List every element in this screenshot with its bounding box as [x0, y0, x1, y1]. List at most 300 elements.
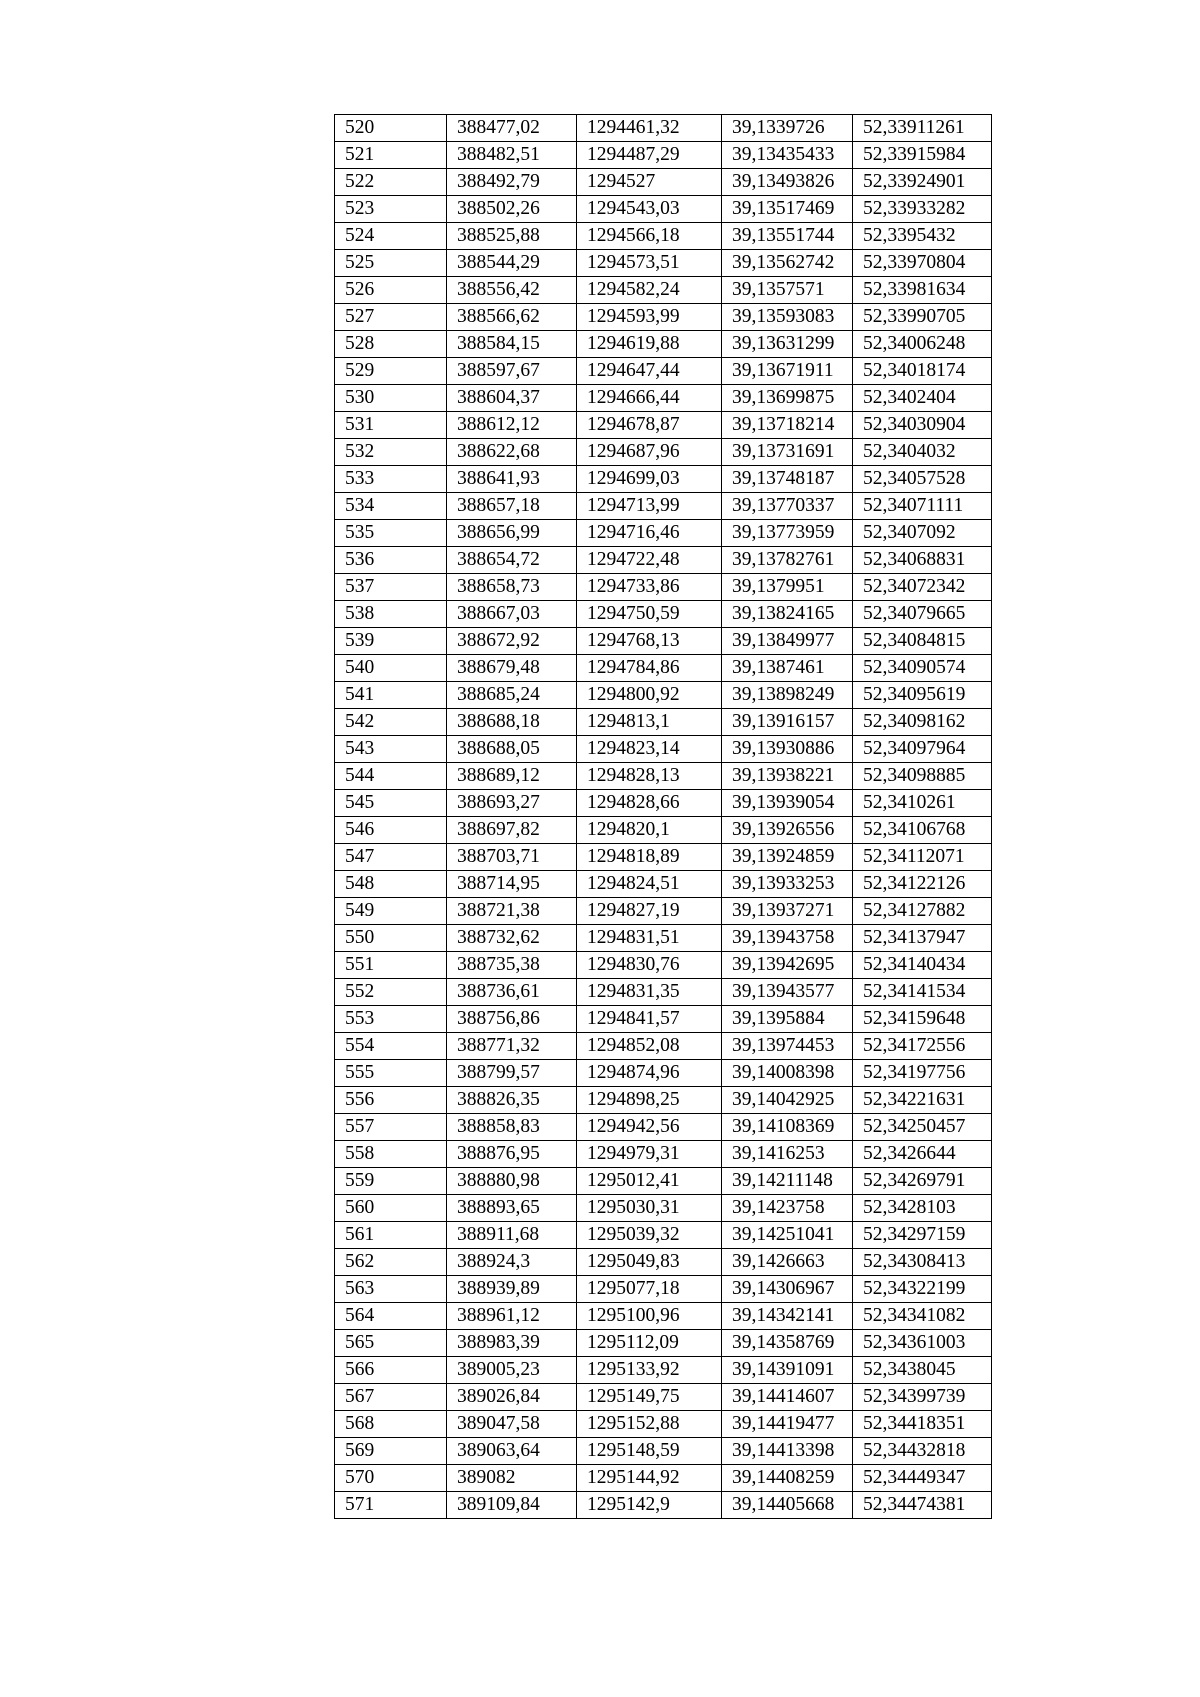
- longitude-cell: 39,13493826: [722, 169, 853, 196]
- table-row: [335, 1114, 992, 1141]
- table-row: [335, 223, 992, 250]
- longitude-cell: 39,13562742: [722, 250, 853, 277]
- y-coordinate-cell: 1294487,29: [577, 142, 722, 169]
- table-row: [335, 736, 992, 763]
- table-row: [335, 1222, 992, 1249]
- latitude-cell: 52,34341082: [853, 1303, 992, 1330]
- latitude-cell: 52,33911261: [853, 115, 992, 142]
- table-row: [335, 1438, 992, 1465]
- point-number-cell: 543: [335, 736, 447, 763]
- point-number-cell: 544: [335, 763, 447, 790]
- longitude-cell: 39,14342141: [722, 1303, 853, 1330]
- point-number-cell: 564: [335, 1303, 447, 1330]
- longitude-cell: 39,13939054: [722, 790, 853, 817]
- y-coordinate-cell: 1295049,83: [577, 1249, 722, 1276]
- point-number-cell: 521: [335, 142, 447, 169]
- x-coordinate-cell: 388714,95: [447, 871, 577, 898]
- latitude-cell: 52,34432818: [853, 1438, 992, 1465]
- y-coordinate-cell: 1294828,13: [577, 763, 722, 790]
- y-coordinate-cell: 1294678,87: [577, 412, 722, 439]
- latitude-cell: 52,3426644: [853, 1141, 992, 1168]
- longitude-cell: 39,1423758: [722, 1195, 853, 1222]
- y-coordinate-cell: 1294852,08: [577, 1033, 722, 1060]
- y-coordinate-cell: 1294687,96: [577, 439, 722, 466]
- y-coordinate-cell: 1294699,03: [577, 466, 722, 493]
- table-row: [335, 250, 992, 277]
- point-number-cell: 552: [335, 979, 447, 1006]
- x-coordinate-cell: 388566,62: [447, 304, 577, 331]
- point-number-cell: 560: [335, 1195, 447, 1222]
- longitude-cell: 39,13699875: [722, 385, 853, 412]
- table-row: [335, 142, 992, 169]
- point-number-cell: 558: [335, 1141, 447, 1168]
- point-number-cell: 570: [335, 1465, 447, 1492]
- y-coordinate-cell: 1294874,96: [577, 1060, 722, 1087]
- longitude-cell: 39,1395884: [722, 1006, 853, 1033]
- longitude-cell: 39,14414607: [722, 1384, 853, 1411]
- longitude-cell: 39,1379951: [722, 574, 853, 601]
- longitude-cell: 39,13943577: [722, 979, 853, 1006]
- x-coordinate-cell: 388657,18: [447, 493, 577, 520]
- x-coordinate-cell: 388502,26: [447, 196, 577, 223]
- longitude-cell: 39,1426663: [722, 1249, 853, 1276]
- latitude-cell: 52,34159648: [853, 1006, 992, 1033]
- table-row: [335, 547, 992, 574]
- latitude-cell: 52,3438045: [853, 1357, 992, 1384]
- longitude-cell: 39,13938221: [722, 763, 853, 790]
- longitude-cell: 39,13782761: [722, 547, 853, 574]
- point-number-cell: 556: [335, 1087, 447, 1114]
- latitude-cell: 52,34018174: [853, 358, 992, 385]
- x-coordinate-cell: 388876,95: [447, 1141, 577, 1168]
- longitude-cell: 39,13849977: [722, 628, 853, 655]
- latitude-cell: 52,34399739: [853, 1384, 992, 1411]
- y-coordinate-cell: 1295133,92: [577, 1357, 722, 1384]
- point-number-cell: 531: [335, 412, 447, 439]
- latitude-cell: 52,34084815: [853, 628, 992, 655]
- table-row: [335, 844, 992, 871]
- y-coordinate-cell: 1294713,99: [577, 493, 722, 520]
- y-coordinate-cell: 1294750,59: [577, 601, 722, 628]
- y-coordinate-cell: 1295149,75: [577, 1384, 722, 1411]
- y-coordinate-cell: 1294666,44: [577, 385, 722, 412]
- point-number-cell: 526: [335, 277, 447, 304]
- x-coordinate-cell: 388697,82: [447, 817, 577, 844]
- y-coordinate-cell: 1294979,31: [577, 1141, 722, 1168]
- longitude-cell: 39,14008398: [722, 1060, 853, 1087]
- latitude-cell: 52,34098162: [853, 709, 992, 736]
- longitude-cell: 39,13773959: [722, 520, 853, 547]
- latitude-cell: 52,34079665: [853, 601, 992, 628]
- table-row: [335, 1006, 992, 1033]
- latitude-cell: 52,33915984: [853, 142, 992, 169]
- longitude-cell: 39,13748187: [722, 466, 853, 493]
- latitude-cell: 52,34140434: [853, 952, 992, 979]
- x-coordinate-cell: 389082: [447, 1465, 577, 1492]
- point-number-cell: 520: [335, 115, 447, 142]
- latitude-cell: 52,34127882: [853, 898, 992, 925]
- y-coordinate-cell: 1294824,51: [577, 871, 722, 898]
- x-coordinate-cell: 388688,18: [447, 709, 577, 736]
- y-coordinate-cell: 1294593,99: [577, 304, 722, 331]
- point-number-cell: 555: [335, 1060, 447, 1087]
- x-coordinate-cell: 388736,61: [447, 979, 577, 1006]
- table-row: [335, 1492, 992, 1519]
- x-coordinate-cell: 389047,58: [447, 1411, 577, 1438]
- table-row: [335, 655, 992, 682]
- x-coordinate-cell: 389026,84: [447, 1384, 577, 1411]
- x-coordinate-cell: 388604,37: [447, 385, 577, 412]
- point-number-cell: 533: [335, 466, 447, 493]
- coordinates-table: [334, 114, 992, 1519]
- longitude-cell: 39,14405668: [722, 1492, 853, 1519]
- table-row: [335, 979, 992, 1006]
- x-coordinate-cell: 388656,99: [447, 520, 577, 547]
- longitude-cell: 39,13631299: [722, 331, 853, 358]
- y-coordinate-cell: 1295142,9: [577, 1492, 722, 1519]
- x-coordinate-cell: 388961,12: [447, 1303, 577, 1330]
- y-coordinate-cell: 1294566,18: [577, 223, 722, 250]
- y-coordinate-cell: 1294831,35: [577, 979, 722, 1006]
- latitude-cell: 52,33981634: [853, 277, 992, 304]
- y-coordinate-cell: 1295100,96: [577, 1303, 722, 1330]
- longitude-cell: 39,13930886: [722, 736, 853, 763]
- x-coordinate-cell: 388732,62: [447, 925, 577, 952]
- point-number-cell: 535: [335, 520, 447, 547]
- latitude-cell: 52,34006248: [853, 331, 992, 358]
- table-row: [335, 1141, 992, 1168]
- x-coordinate-cell: 388756,86: [447, 1006, 577, 1033]
- table-row: [335, 682, 992, 709]
- longitude-cell: 39,14413398: [722, 1438, 853, 1465]
- latitude-cell: 52,34361003: [853, 1330, 992, 1357]
- table-row: [335, 1330, 992, 1357]
- table-row: [335, 628, 992, 655]
- longitude-cell: 39,13517469: [722, 196, 853, 223]
- latitude-cell: 52,34071111: [853, 493, 992, 520]
- table-row: [335, 1357, 992, 1384]
- table-row: [335, 1249, 992, 1276]
- table-row: [335, 601, 992, 628]
- y-coordinate-cell: 1294768,13: [577, 628, 722, 655]
- latitude-cell: 52,34449347: [853, 1465, 992, 1492]
- table-row: [335, 574, 992, 601]
- point-number-cell: 536: [335, 547, 447, 574]
- point-number-cell: 522: [335, 169, 447, 196]
- longitude-cell: 39,13916157: [722, 709, 853, 736]
- x-coordinate-cell: 388667,03: [447, 601, 577, 628]
- x-coordinate-cell: 388735,38: [447, 952, 577, 979]
- x-coordinate-cell: 388721,38: [447, 898, 577, 925]
- latitude-cell: 52,34269791: [853, 1168, 992, 1195]
- y-coordinate-cell: 1294841,57: [577, 1006, 722, 1033]
- point-number-cell: 554: [335, 1033, 447, 1060]
- y-coordinate-cell: 1294820,1: [577, 817, 722, 844]
- latitude-cell: 52,33933282: [853, 196, 992, 223]
- longitude-cell: 39,14251041: [722, 1222, 853, 1249]
- point-number-cell: 559: [335, 1168, 447, 1195]
- y-coordinate-cell: 1294461,32: [577, 115, 722, 142]
- point-number-cell: 547: [335, 844, 447, 871]
- longitude-cell: 39,1387461: [722, 655, 853, 682]
- latitude-cell: 52,3410261: [853, 790, 992, 817]
- point-number-cell: 524: [335, 223, 447, 250]
- longitude-cell: 39,14419477: [722, 1411, 853, 1438]
- y-coordinate-cell: 1294942,56: [577, 1114, 722, 1141]
- y-coordinate-cell: 1294722,48: [577, 547, 722, 574]
- y-coordinate-cell: 1294573,51: [577, 250, 722, 277]
- y-coordinate-cell: 1294818,89: [577, 844, 722, 871]
- x-coordinate-cell: 388688,05: [447, 736, 577, 763]
- point-number-cell: 542: [335, 709, 447, 736]
- point-number-cell: 569: [335, 1438, 447, 1465]
- point-number-cell: 549: [335, 898, 447, 925]
- longitude-cell: 39,14306967: [722, 1276, 853, 1303]
- table-row: [335, 1465, 992, 1492]
- table-row: [335, 331, 992, 358]
- point-number-cell: 537: [335, 574, 447, 601]
- latitude-cell: 52,34090574: [853, 655, 992, 682]
- point-number-cell: 540: [335, 655, 447, 682]
- x-coordinate-cell: 388612,12: [447, 412, 577, 439]
- longitude-cell: 39,13435433: [722, 142, 853, 169]
- x-coordinate-cell: 388544,29: [447, 250, 577, 277]
- table-row: [335, 196, 992, 223]
- table-row: [335, 412, 992, 439]
- y-coordinate-cell: 1294898,25: [577, 1087, 722, 1114]
- x-coordinate-cell: 388893,65: [447, 1195, 577, 1222]
- longitude-cell: 39,13770337: [722, 493, 853, 520]
- latitude-cell: 52,34250457: [853, 1114, 992, 1141]
- longitude-cell: 39,13824165: [722, 601, 853, 628]
- point-number-cell: 532: [335, 439, 447, 466]
- table-row: [335, 1411, 992, 1438]
- x-coordinate-cell: 388983,39: [447, 1330, 577, 1357]
- table-row: [335, 1303, 992, 1330]
- point-number-cell: 534: [335, 493, 447, 520]
- table-row: [335, 1060, 992, 1087]
- longitude-cell: 39,1357571: [722, 277, 853, 304]
- table-row: [335, 358, 992, 385]
- latitude-cell: 52,3402404: [853, 385, 992, 412]
- latitude-cell: 52,34474381: [853, 1492, 992, 1519]
- point-number-cell: 571: [335, 1492, 447, 1519]
- longitude-cell: 39,13898249: [722, 682, 853, 709]
- longitude-cell: 39,14408259: [722, 1465, 853, 1492]
- point-number-cell: 568: [335, 1411, 447, 1438]
- x-coordinate-cell: 389005,23: [447, 1357, 577, 1384]
- table-row: [335, 1033, 992, 1060]
- point-number-cell: 551: [335, 952, 447, 979]
- y-coordinate-cell: 1294582,24: [577, 277, 722, 304]
- point-number-cell: 541: [335, 682, 447, 709]
- longitude-cell: 39,13718214: [722, 412, 853, 439]
- table-row: [335, 871, 992, 898]
- point-number-cell: 550: [335, 925, 447, 952]
- point-number-cell: 546: [335, 817, 447, 844]
- point-number-cell: 539: [335, 628, 447, 655]
- y-coordinate-cell: 1294716,46: [577, 520, 722, 547]
- latitude-cell: 52,34112071: [853, 844, 992, 871]
- table-row: [335, 925, 992, 952]
- x-coordinate-cell: 388685,24: [447, 682, 577, 709]
- x-coordinate-cell: 388703,71: [447, 844, 577, 871]
- y-coordinate-cell: 1295148,59: [577, 1438, 722, 1465]
- y-coordinate-cell: 1294619,88: [577, 331, 722, 358]
- latitude-cell: 52,33990705: [853, 304, 992, 331]
- table-row: [335, 709, 992, 736]
- table-row: [335, 277, 992, 304]
- point-number-cell: 545: [335, 790, 447, 817]
- point-number-cell: 567: [335, 1384, 447, 1411]
- x-coordinate-cell: 388622,68: [447, 439, 577, 466]
- table-row: [335, 493, 992, 520]
- table-row: [335, 520, 992, 547]
- point-number-cell: 562: [335, 1249, 447, 1276]
- table-row: [335, 1087, 992, 1114]
- point-number-cell: 553: [335, 1006, 447, 1033]
- latitude-cell: 52,34137947: [853, 925, 992, 952]
- y-coordinate-cell: 1295112,09: [577, 1330, 722, 1357]
- y-coordinate-cell: 1294733,86: [577, 574, 722, 601]
- x-coordinate-cell: 388693,27: [447, 790, 577, 817]
- coordinates-table-body: [335, 115, 992, 1519]
- longitude-cell: 39,13942695: [722, 952, 853, 979]
- y-coordinate-cell: 1294813,1: [577, 709, 722, 736]
- table-row: [335, 1384, 992, 1411]
- x-coordinate-cell: 388584,15: [447, 331, 577, 358]
- table-row: [335, 898, 992, 925]
- longitude-cell: 39,14391091: [722, 1357, 853, 1384]
- x-coordinate-cell: 388911,68: [447, 1222, 577, 1249]
- point-number-cell: 566: [335, 1357, 447, 1384]
- y-coordinate-cell: 1295152,88: [577, 1411, 722, 1438]
- latitude-cell: 52,3395432: [853, 223, 992, 250]
- point-number-cell: 529: [335, 358, 447, 385]
- latitude-cell: 52,33924901: [853, 169, 992, 196]
- x-coordinate-cell: 389063,64: [447, 1438, 577, 1465]
- x-coordinate-cell: 388641,93: [447, 466, 577, 493]
- point-number-cell: 538: [335, 601, 447, 628]
- longitude-cell: 39,13937271: [722, 898, 853, 925]
- y-coordinate-cell: 1295077,18: [577, 1276, 722, 1303]
- table-row: [335, 1195, 992, 1222]
- x-coordinate-cell: 388939,89: [447, 1276, 577, 1303]
- point-number-cell: 525: [335, 250, 447, 277]
- longitude-cell: 39,1339726: [722, 115, 853, 142]
- latitude-cell: 52,34141534: [853, 979, 992, 1006]
- point-number-cell: 548: [335, 871, 447, 898]
- x-coordinate-cell: 388658,73: [447, 574, 577, 601]
- latitude-cell: 52,34297159: [853, 1222, 992, 1249]
- x-coordinate-cell: 388858,83: [447, 1114, 577, 1141]
- y-coordinate-cell: 1295030,31: [577, 1195, 722, 1222]
- x-coordinate-cell: 388492,79: [447, 169, 577, 196]
- x-coordinate-cell: 388679,48: [447, 655, 577, 682]
- point-number-cell: 527: [335, 304, 447, 331]
- x-coordinate-cell: 388924,3: [447, 1249, 577, 1276]
- latitude-cell: 52,34221631: [853, 1087, 992, 1114]
- point-number-cell: 523: [335, 196, 447, 223]
- longitude-cell: 39,14108369: [722, 1114, 853, 1141]
- longitude-cell: 39,13593083: [722, 304, 853, 331]
- y-coordinate-cell: 1295012,41: [577, 1168, 722, 1195]
- x-coordinate-cell: 388672,92: [447, 628, 577, 655]
- point-number-cell: 530: [335, 385, 447, 412]
- y-coordinate-cell: 1294828,66: [577, 790, 722, 817]
- latitude-cell: 52,34322199: [853, 1276, 992, 1303]
- table-row: [335, 466, 992, 493]
- table-row: [335, 952, 992, 979]
- y-coordinate-cell: 1294800,92: [577, 682, 722, 709]
- latitude-cell: 52,34172556: [853, 1033, 992, 1060]
- longitude-cell: 39,13671911: [722, 358, 853, 385]
- longitude-cell: 39,13924859: [722, 844, 853, 871]
- longitude-cell: 39,13943758: [722, 925, 853, 952]
- table-row: [335, 817, 992, 844]
- x-coordinate-cell: 388799,57: [447, 1060, 577, 1087]
- x-coordinate-cell: 388597,67: [447, 358, 577, 385]
- table-row: [335, 1276, 992, 1303]
- latitude-cell: 52,34106768: [853, 817, 992, 844]
- x-coordinate-cell: 389109,84: [447, 1492, 577, 1519]
- latitude-cell: 52,3407092: [853, 520, 992, 547]
- y-coordinate-cell: 1295144,92: [577, 1465, 722, 1492]
- y-coordinate-cell: 1294827,19: [577, 898, 722, 925]
- point-number-cell: 563: [335, 1276, 447, 1303]
- table-row: [335, 115, 992, 142]
- longitude-cell: 39,14358769: [722, 1330, 853, 1357]
- y-coordinate-cell: 1294784,86: [577, 655, 722, 682]
- longitude-cell: 39,13933253: [722, 871, 853, 898]
- latitude-cell: 52,34095619: [853, 682, 992, 709]
- longitude-cell: 39,13731691: [722, 439, 853, 466]
- latitude-cell: 52,34057528: [853, 466, 992, 493]
- latitude-cell: 52,34097964: [853, 736, 992, 763]
- x-coordinate-cell: 388525,88: [447, 223, 577, 250]
- table-row: [335, 304, 992, 331]
- x-coordinate-cell: 388689,12: [447, 763, 577, 790]
- latitude-cell: 52,33970804: [853, 250, 992, 277]
- latitude-cell: 52,34418351: [853, 1411, 992, 1438]
- latitude-cell: 52,3428103: [853, 1195, 992, 1222]
- x-coordinate-cell: 388556,42: [447, 277, 577, 304]
- latitude-cell: 52,3404032: [853, 439, 992, 466]
- x-coordinate-cell: 388826,35: [447, 1087, 577, 1114]
- y-coordinate-cell: 1294831,51: [577, 925, 722, 952]
- point-number-cell: 565: [335, 1330, 447, 1357]
- point-number-cell: 528: [335, 331, 447, 358]
- latitude-cell: 52,34072342: [853, 574, 992, 601]
- point-number-cell: 557: [335, 1114, 447, 1141]
- y-coordinate-cell: 1295039,32: [577, 1222, 722, 1249]
- latitude-cell: 52,34030904: [853, 412, 992, 439]
- table-row: [335, 763, 992, 790]
- y-coordinate-cell: 1294527: [577, 169, 722, 196]
- longitude-cell: 39,13551744: [722, 223, 853, 250]
- table-row: [335, 790, 992, 817]
- longitude-cell: 39,14042925: [722, 1087, 853, 1114]
- latitude-cell: 52,34122126: [853, 871, 992, 898]
- x-coordinate-cell: 388477,02: [447, 115, 577, 142]
- latitude-cell: 52,34197756: [853, 1060, 992, 1087]
- y-coordinate-cell: 1294647,44: [577, 358, 722, 385]
- latitude-cell: 52,34308413: [853, 1249, 992, 1276]
- y-coordinate-cell: 1294543,03: [577, 196, 722, 223]
- table-row: [335, 439, 992, 466]
- table-row: [335, 169, 992, 196]
- latitude-cell: 52,34098885: [853, 763, 992, 790]
